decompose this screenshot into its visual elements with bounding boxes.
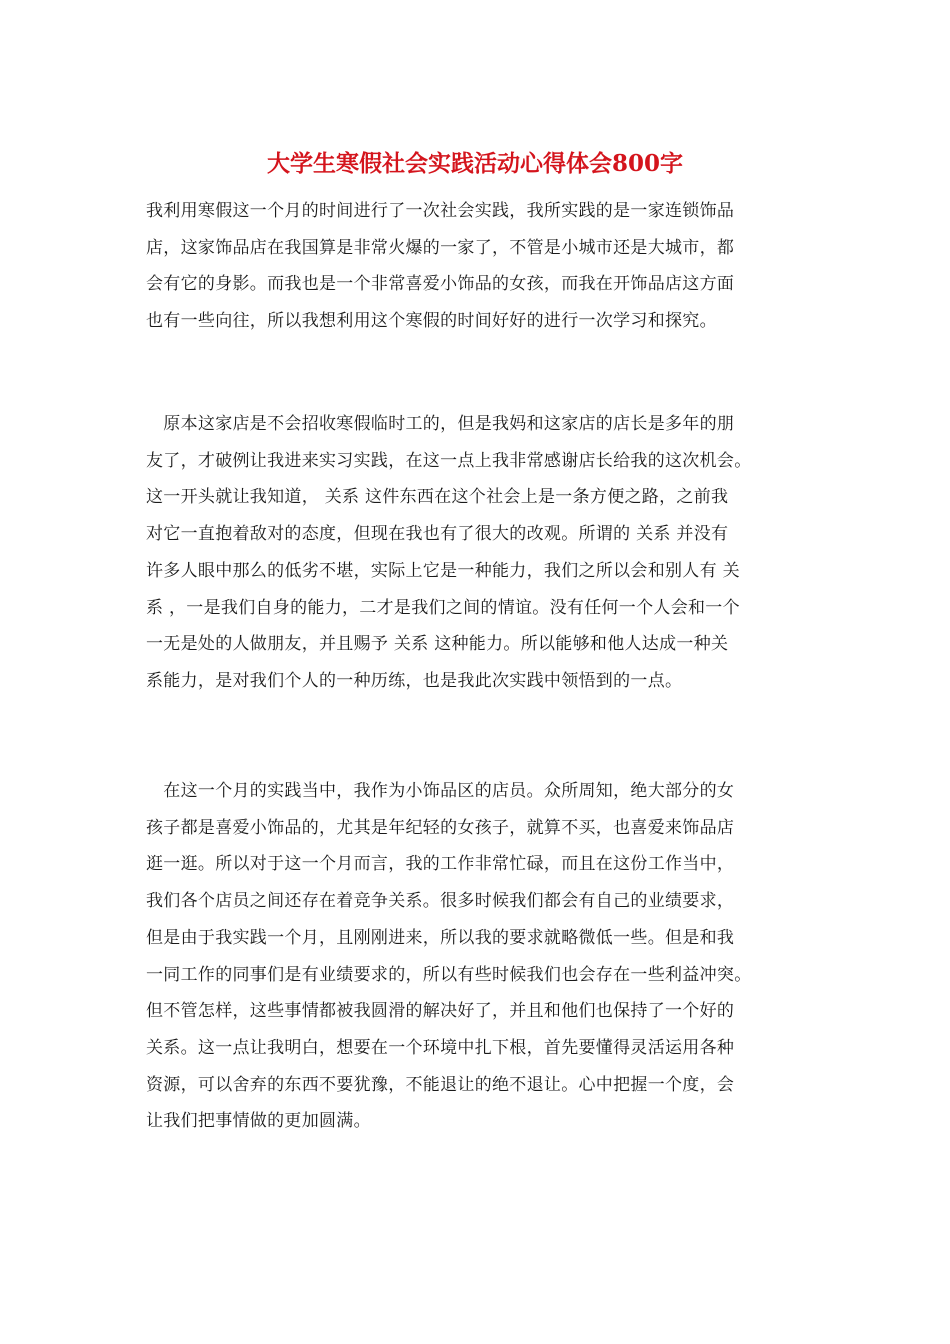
text-line: 店，这家饰品店在我国算是非常火爆的一家了，不管是小城市还是大城市，都	[146, 237, 735, 258]
text-line: 也有一些向往，所以我想利用这个寒假的时间好好的进行一次学习和探究。	[146, 311, 717, 332]
text-line: 会有它的身影。而我也是一个非常喜爱小饰品的女孩，而我在开饰品店这方面	[146, 274, 735, 295]
text-line: 孩子都是喜爱小饰品的，尤其是年纪轻的女孩子，就算不买，也喜爱来饰品店	[146, 817, 735, 838]
text-line: 在这一个月的实践当中，我作为小饰品区的店员。众所周知，绝大部分的女	[146, 781, 735, 801]
text-line: 友了，才破例让我进来实习实践，在这一点上我非常感谢店长给我的这次机会。	[146, 450, 752, 471]
paragraph-1	[146, 193, 806, 340]
text-line: 这一开头就让我知道， 关系 这件东西在这个社会上是一条方便之路，之前我	[146, 487, 729, 508]
text-line: 逛一逛。所以对于这一个月而言，我的工作非常忙碌，而且在这份工作当中，	[146, 854, 735, 875]
text-line: 让我们把事情做的更加圆满。	[146, 1111, 371, 1132]
text-line: 我们各个店员之间还存在着竞争关系。很多时候我们都会有自己的业绩要求，	[146, 891, 735, 912]
text-line: 一无是处的人做朋友，并且赐予 关系 这种能力。所以能够和他人达成一种关	[146, 634, 729, 655]
text-line: 原本这家店是不会招收寒假临时工的，但是我妈和这家店的店长是多年的朋	[146, 414, 735, 434]
text-line: 对它一直抱着敌对的态度，但现在我也有了很大的改观。所谓的 关系 并没有	[146, 524, 729, 545]
paragraph-2	[146, 406, 806, 700]
document-title: 大学生寒假社会实践活动心得体会800字	[266, 150, 683, 177]
text-line: 一同工作的同事们是有业绩要求的，所以有些时候我们也会存在一些利益冲突。	[146, 964, 752, 985]
text-line: 关系。这一点让我明白，想要在一个环境中扎下根，首先要懂得灵活运用各种	[146, 1037, 735, 1058]
text-line: 我利用寒假这一个月的时间进行了一次社会实践，我所实践的是一家连锁饰品	[146, 201, 735, 221]
paragraph-3	[146, 773, 806, 1140]
text-line: 许多人眼中那么的低劣不堪，实际上它是一种能力，我们之所以会和别人有 关	[146, 560, 740, 581]
text-line: 但是由于我实践一个月，且刚刚进来，所以我的要求就略微低一些。但是和我	[146, 927, 735, 948]
text-line: 系能力，是对我们个人的一种历练，也是我此次实践中领悟到的一点。	[146, 670, 683, 691]
text-line: 系 ，一是我们自身的能力，二才是我们之间的情谊。没有任何一个人会和一个	[146, 597, 740, 618]
text-line: 但不管怎样，这些事情都被我圆滑的解决好了，并且和他们也保持了一个好的	[146, 1001, 735, 1022]
text-line: 资源，可以舍弃的东西不要犹豫，不能退让的绝不退让。心中把握一个度，会	[146, 1074, 735, 1095]
